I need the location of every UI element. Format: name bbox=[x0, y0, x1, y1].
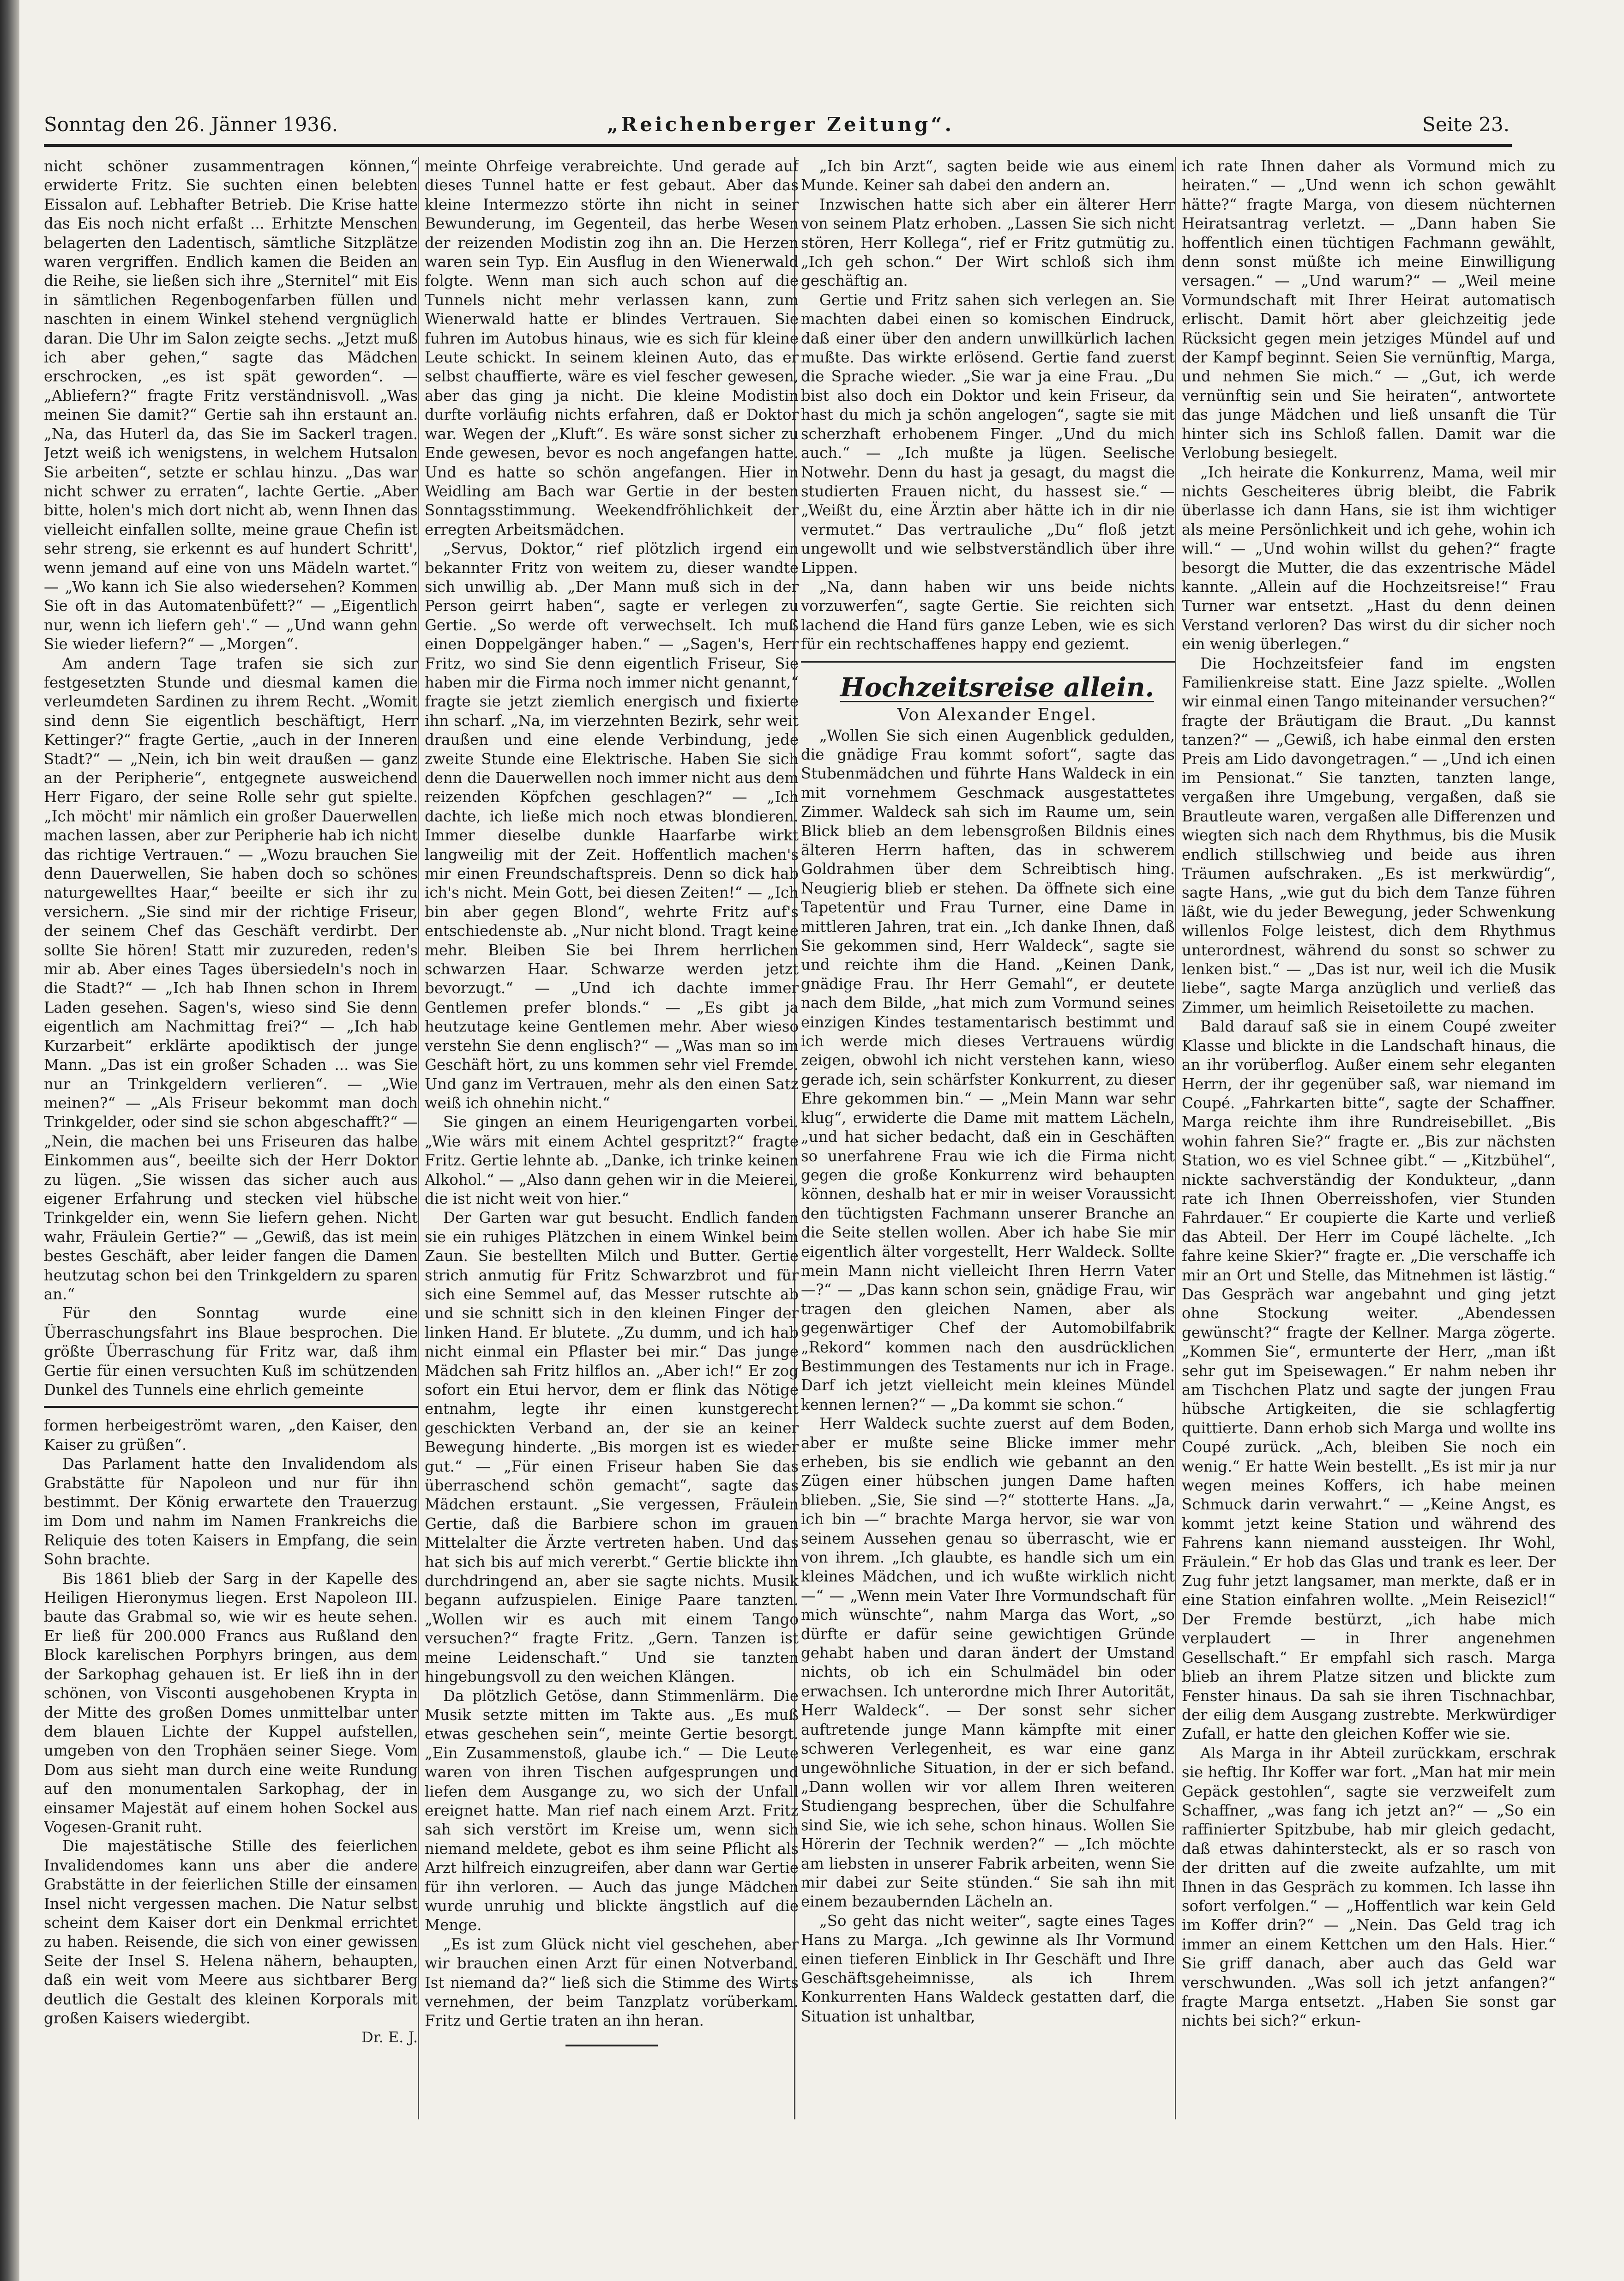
column-2 bbox=[425, 157, 799, 2124]
story-title: Hochzeitsreise allein. bbox=[840, 672, 1155, 703]
paragraph: „Ich bin Arzt“, sagten beide wie aus einem Munde. Keiner sah dabei den andern an. bbox=[801, 157, 1175, 194]
paragraph: Bald darauf saß sie in einem Coupé zweiter Klasse und blickte in die Landschaft hinaus, die an ihr vorüberflog. Außer einem sehr eleganten Herrn, der ihr gegenüber saß, war niemand im Coupé. „Fahrkarten bitte“, sagte der Schaffner. Marga reichte ihm ihre Rundreisebillet. „Bis wohin fahren Sie?“ fragte er. „Bis zur nächsten Station, wo es viel Schnee gibt.“ — „Kitzbühel“, nickte sachverständig der Kondukteur, „dann rate ich Ihnen Oberreisshofen, vier Stunden Fahrdauer.“ Er coupierte die Karte und verließ das Abteil. Der Herr im Coupé lächelte. „Ich fahre keine Skier?“ fragte er. „Die verschaffe ich mir an Ort und Stelle, das Mitnehmen ist lästig.“ Das Gespräch war angebahnt und ging jetzt ohne Stockung weiter. „Abendessen gewünscht?“ fragte der Kellner. Marga zögerte. „Kommen Sie“, ermunterte der Herr, „man ißt sehr gut im Speisewagen.“ Er nahm neben ihr am Tischchen Platz und sagte der jungen Frau hübsche Artigkeiten, die sie schlagfertig quittierte. Dann erhob sich Marga und wollte ins Coupé zurück. „Ach, bleiben Sie noch ein wenig.“ Er hatte Wein bestellt. „Es ist mir ja nur wegen meines Koffers, ich habe meinen Schmuck darin verwahrt.“ — „Keine Angst, es kommt jetzt keine Station und während des Fahrens kann niemand aussteigen. Ihr Wohl, Fräulein.“ Er hob das Glas und trank es leer. Der Zug fuhr jetzt langsamer, man merkte, daß er in eine Station einfahren wollte. „Mein Reisezicl!“ Der Fremde bestürzt, „ich habe mich verplaudert — in Ihrer angenehmen Gesellschaft.“ Er empfahl sich rasch. Marga blieb an ihrem Platze sitzen und blickte zum Fenster hinaus. Da sah sie ihren Tischnachbar, der eilig dem Ausgang zustrebte. Merkwürdiger Zufall, er hatte den gleichen Koffer wie sie. bbox=[1182, 1018, 1556, 1743]
paragraph: Herr Waldeck suchte zuerst auf dem Boden, aber er mußte seine Blicke immer mehr erheben, bis sie endlich wie gebannt an den Zügen einer hübschen jungen Dame haften blieben. „Sie, Sie sind —?“ stotterte Hans. „Ja, ich bin —“ brachte Marga hervor, sie war von seinem Aussehen genau so überrascht, wie er von ihrem. „Ich glaubte, es handle sich um ein kleines Mädchen, und ich wußte wirklich nicht —“ — „Wenn mein Vater Ihre Vormundschaft für mich wünschte“, nahm Marga das Wort, „so dürfte er dafür seine gewichtigen Gründe gehabt haben und daran ändert der Umstand nichts, ob ich ein Schulmädel bin oder erwachsen. Ich unterordne mich Ihrer Autorität, Herr Waldeck“. — Der sonst sehr sicher auftretende junge Mann kämpfte mit einer schweren Verlegenheit, es war eine ganz ungewöhnliche Situation, in der er sich befand. „Dann wollen wir vor allem Ihren weiteren Studiengang besprechen, über die Schulfahre sind Sie, wie ich sehe, schon hinaus. Wollen Sie Hörerin der Technik werden?“ — „Ich möchte am liebsten in unserer Fabrik arbeiten, wenn Sie mir dabei zur Seite stünden.“ Sie sah ihn mit einem bezaubernden Lächeln an. bbox=[801, 1415, 1175, 1911]
paragraph: „Es ist zum Glück nicht viel geschehen, aber wir brauchen einen Arzt für einen Notverband. Ist niemand da?“ ließ sich die Stimme des Wirts vernehmen, der beim Tanzplatz vorüberkam. Fritz und Gertie traten an ihn heran. bbox=[425, 1935, 799, 2030]
paragraph: Da plötzlich Getöse, dann Stimmenlärm. Die Musik setzte mitten im Takte aus. „Es muß etwas geschehen sein“, meinte Gertie besorgt. „Ein Zusammenstoß, glaube ich.“ — Die Leute waren von ihren Tischen aufgesprungen und liefen dem Ausgange zu, wo sich der Unfall ereignet hatte. Man rief nach einem Arzt. Fritz sah sich verstört im Kreise um, wenn sich niemand meldete, gebot es ihm seine Pflicht als Arzt hilfreich einzugreifen, aber dann war Gertie für ihn verloren. — Auch das junge Mädchen wurde unruhig und blickte ängstlich auf die Menge. bbox=[425, 1687, 799, 1934]
paragraph: Die Hochzeitsfeier fand im engsten Familienkreise statt. Eine Jazz spielte. „Wollen wir einmal einen Tango miteinander versuchen?“ fragte der Bräutigam die Braut. „Du kannst tanzen?“ — „Gewiß, ich habe einmal den ersten Preis am Lido davongetragen.“ — „Und ich einen im Pensionat.“ Sie tanzten, tanzten lange, vergaßen ihre Umgebung, vergaßen, daß sie Brautleute waren, vergaßen alle Differenzen und wiegten sich nach dem Rhythmus, bis die Musik endlich stillschwieg und beide aus ihren Träumen aufschraken. „Es ist merkwürdig“, sagte Hans, „wie gut du bich dem Tanze führen läßt, wie du jeder Bewegung, jeder Schwenkung willenlos Folge leistest, dich dem Rhythmus unterordnest, während du sonst so schwer zu lenken bist.“ — „Das ist nur, weil ich die Musik liebe“, sagte Marga anzüglich und verließ das Zimmer, um heimlich Reisetoilette zu machen. bbox=[1182, 654, 1556, 1016]
paragraph: Sie gingen an einem Heurigengarten vorbei. „Wie wärs mit einem Achtel gespritzt?“ fragte Fritz. Gertie lehnte ab. „Danke, ich trinke keinen Alkohol.“ — „Also dann gehen wir in die Meierei, die ist nicht weit von hier.“ bbox=[425, 1113, 799, 1207]
header-page-number: Seite 23. bbox=[1422, 113, 1510, 136]
header-date: Sonntag den 26. Jänner 1936. bbox=[44, 113, 338, 136]
author-signature: Dr. E. J. bbox=[361, 2028, 418, 2046]
paragraph: meinte Ohrfeige verabreichte. Und gerade auf dieses Tunnel hatte er fest gebaut. Aber das kleine Intermezzo störte ihn nicht in seiner Bewunderung, im Gegenteil, das herbe Wesen der reizenden Modistin zog ihn an. Die Herzen waren sein Typ. Ein Ausflug in den Wienerwald folgte. Wenn man sich auch schon auf die Tunnels nicht mehr verlassen kann, zum Wienerwald hatte er blindes Vertrauen. Sie fuhren im Autobus hinaus, wie es sich für kleine Leute schickt. In seinem kleinen Auto, das er selbst chauffierte, wäre es viel fescher gewesen, aber das ging ja nicht. Die kleine Modistin durfte vorläufig nichts erfahren, daß er Doktor war. Wegen der „Kluft“. Es wäre sonst sicher zu Ende gewesen, bevor es noch angefangen hatte. Und es hatte so schön angefangen. Hier in Weidling am Bach war Gertie in der besten Sonntagsstimmung. Weekendfröhlichkeit der erregten Arbeitsmädchen. bbox=[425, 157, 799, 538]
paragraph: ich rate Ihnen daher als Vormund mich zu heiraten.“ — „Und wenn ich schon gewählt hätte?“ fragte Marga, von diesem nüchternen Heiratsantrag verletzt. — „Dann haben Sie hoffentlich einen tüchtigen Fachmann gewählt, denn sonst müßte ich meine Einwilligung versagen.“ — „Und warum?“ — „Weil meine Vormundschaft mit Ihrer Heirat automatisch erlischt. Damit hört aber gleichzeitig jede Rücksicht gegen mein jetziges Mündel auf und der Kampf beginnt. Seien Sie vernünftig, Marga, und nehmen Sie mich.“ — „Gut, ich werde vernünftig sein und Sie heiraten“, antwortete das junge Mädchen und ließ unsanft die Tür hinter sich ins Schloß fallen. Damit war die Verlobung besiegelt. bbox=[1182, 157, 1556, 462]
paragraph: formen herbeigeströmt waren, „den Kaiser, den Kaiser zu grüßen“. bbox=[44, 1417, 418, 1454]
paragraph: Als Marga in ihr Abteil zurückkam, erschrak sie heftig. Ihr Koffer war fort. „Man hat mir mein Gepäck gestohlen“, sagte sie verzweifelt zum Schaffner, „was fang ich jetzt an?“ — „So ein raffinierter Spitzbube, hab mir gleich gedacht, daß etwas dahintersteckt, als er so rasch von der dritten auf die zweite aufzahlte, um mit Ihnen in das Gespräch zu kommen. Ich lasse ihn sofort verfolgen.“ — „Hoffentlich war kein Geld im Koffer drin?“ — „Nein. Das Geld trag ich immer an einem Kettchen um den Hals. Hier.“ Sie griff danach, aber auch das Geld war verschwunden. „Was soll ich jetzt anfangen?“ fragte Marga entsetzt. „Haben Sie sonst gar nichts bei sich?“ erkun- bbox=[1182, 1744, 1556, 2030]
paragraph: Inzwischen hatte sich aber ein älterer Herr von seinem Platz erhoben. „Lassen Sie sich nicht stören, Herr Kollega“, rief er Fritz gutmütig zu. „Ich geh schon.“ Der Wirt schloß sich ihm geschäftig an. bbox=[801, 195, 1175, 290]
header-newspaper-name: „Reichenberger Zeitung“. bbox=[607, 113, 955, 136]
paragraph: Gertie und Fritz sahen sich verlegen an. Sie machten dabei einen so komischen Eindruck, daß einer über den andern unwillkürlich lachen mußte. Das wirkte erlösend. Gertie fand zuerst die Sprache wieder. „Sie war ja eine Frau. „Du bist also doch ein Doktor und kein Friseur, da hast du mich ja schön angelogen“, sagte sie mit scherzhaft erhobenem Finger. „Und du mich auch.“ — „Ich mußte ja lügen. Seelische Notwehr. Denn du hast ja gesagt, du magst die studierten Frauen nicht, du hassest sie.“ — „Weißt du, eine Ärztin aber hätte ich in dir nie vermutet.“ Das vertrauliche „Du“ floß jetzt ungewollt und wie selbstverständlich über ihre Lippen. bbox=[801, 291, 1175, 577]
header-rule bbox=[44, 144, 1512, 147]
column-rule bbox=[1175, 157, 1176, 2119]
paragraph: „Wollen Sie sich einen Augenblick gedulden, die gnädige Frau kommt sofort“, sagte das Stubenmädchen und führte Hans Waldeck in ein mit vornehmem Geschmack ausgestattetes Zimmer. Waldeck sah sich im Raume um, sein Blick blieb an dem lebensgroßen Bildnis eines älteren Herrn haften, das in schwerem Goldrahmen über dem Schreibtisch hing. Neugierig blieb er stehen. Da öffnete sich eine Tapetentür und Frau Turner, eine Dame in mittleren Jahren, trat ein. „Ich danke Ihnen, daß Sie gekommen sind, Herr Waldeck“, sagte sie und reichte ihm die Hand. „Keinen Dank, gnädige Frau. Ihr Herr Gemahl“, er deutete nach dem Bilde, „hat mich zum Vormund seines einzigen Kindes testamentarisch bestimmt und ich werde mich dieses Vertrauens würdig zeigen, obwohl ich nicht verstehen kann, wieso gerade ich, sein schärfster Konkurrent, zu dieser Ehre gekommen bin.“ — „Mein Mann war sehr klug“, erwiderte die Dame mit mattem Lächeln, „und hat sicher bedacht, daß ein in Geschäften so unerfahrene Frau wie ich die Firma nicht gegen die große Konkurrenz wird behaupten können, deshalb hat er mir in weiser Voraussicht den tüchtigsten Fachmann unserer Branche an die Seite stellen wollen. Aber ich habe Sie mir eigentlich älter vorgestellt, Herr Waldeck. Sollte mein Mann nicht vielleicht Ihren Herrn Vater —?“ — „Das kann schon sein, gnädige Frau, wir tragen den gleichen Namen, aber als gegenwärtiger Chef der Automobilfabrik „Rekord“ kommen nach den ausdrücklichen Bestimmungen des Testaments nur ich in Frage. Darf ich jetzt vielleicht mein kleines Mündel kennen lernen?“ — „Da kommt sie schon.“ bbox=[801, 726, 1175, 1413]
column-3 bbox=[801, 157, 1175, 2124]
paragraph: Am andern Tage trafen sie sich zur festgesetzten Stunde und diesmal kamen die verleumdeten Sardinen zu ihrem Recht. „Womit sind denn Sie eigentlich beschäftigt, Herr Kettinger?“ fragte Gertie, „auch in der Inneren Stadt?“ — „Nein, ich bin weit draußen — ganz an der Peripherie“, entgegnete ausweichend Herr Figaro, der seine Rolle sehr gut spielte. „Ich möcht' mir nämlich ein großer Dauerwellen machen lassen, aber zur Peripherie hab ich nicht das richtige Vertrauen.“ — „Wozu brauchen Sie denn Dauerwellen, Sie haben doch so schönes naturgewelltes Haar,“ beeilte er sich ihr zu versichern. „Sie sind mir der richtige Friseur, der seinem Chef das Geschäft verdirbt. Der sollte Sie hören! Statt mir zuzureden, reden's mir ab. Aber eines Tages übersiedeln's noch in die Stadt?“ — „Ich hab Ihnen schon in Ihrem Laden gesehen. Sagen's, wieso sind Sie denn eigentlich am Nachmittag frei?“ — „Ich hab Kurzarbeit“ erklärte apodiktisch der junge Mann. „Das ist ein großer Schaden ... was Sie nur an Trinkgeldern verlieren“. — „Wie meinen?“ — „Als Friseur bekommt man doch Trinkgelder, oder sind sie schon abgeschafft?“ — „Nein, die machen bei uns Friseuren das halbe Einkommen aus“, beeilte sich der Herr Doktor zu lügen. „Sie wissen das sicher auch aus eigener Erfahrung und stecken viel hübsche Trinkgelder ein, wenn Sie liefern gehen. Nicht wahr, Fräulein Gertie?“ — „Gewiß, das ist mein bestes Geschäft, aber leider fangen die Damen heutzutag schon bei den Trinkgeldern zu sparen an.“ bbox=[44, 654, 418, 1303]
scan-edge bbox=[0, 0, 19, 2281]
article-separator bbox=[801, 661, 1175, 663]
paragraph: Bis 1861 blieb der Sarg in der Kapelle des Heiligen Hieronymus liegen. Erst Napoleon III. baute das Grabmal so, wie wir es heute sehen. Er ließ für 200.000 Francs aus Rußland den Block karelischen Porphyrs bringen, aus dem der Sarkophag gehauen ist. Er ließ ihn in der schönen, von Visconti ausgehobenen Krypta in der Mitte des großen Domes unmittelbar unter dem blauen Lichte der Kuppel aufstellen, umgeben von den Trophäen seiner Siege. Vom Dom aus sieht man durch eine weite Rundung auf den monumentalen Sarkophag, der in einsamer Majestät auf einem hohen Sockel aus Vogesen-Granit ruht. bbox=[44, 1569, 418, 1836]
paragraph: Die majestätische Stille des feierlichen Invalidendomes kann uns aber die andere Grabstätte in der feierlichen Stille der einsamen Insel nicht vergessen machen. Die Natur selbst scheint dem Kaiser dort ein Denkmal errichtet zu haben. Reisende, die sich von einer gewissen Seite der Insel S. Helena nähern, behaupten, daß ein weit vom Meere aus sichtbarer Berg deutlich die Gestalt des kleinen Korporals mit großen Kaisers wiedergibt. bbox=[44, 1837, 418, 2027]
paragraph: „So geht das nicht weiter“, sagte eines Tages Hans zu Marga. „Ich gewinne als Ihr Vormund einen tieferen Einblick in Ihr Geschäft und Ihre Geschäftsgeheimnisse, als ich Ihrem Konkurrenten Hans Waldeck gestatten darf, die Situation ist unhaltbar, bbox=[801, 1912, 1175, 2025]
column-rule bbox=[418, 157, 419, 2119]
paragraph: Das Parlament hatte den Invalidendom als Grabstätte für Napoleon und nur für ihn bestimmt. Der König erwartete den Trauerzug im Dom und nahm im Namen Frankreichs die Reliquie des toten Kaisers in Empfang, die sein Sohn brachte. bbox=[44, 1455, 418, 1569]
column-4 bbox=[1182, 157, 1556, 2124]
story-end-rule bbox=[565, 2045, 658, 2046]
story-author: Von Alexander Engel. bbox=[897, 705, 1097, 724]
paragraph: Der Garten war gut besucht. Endlich fanden sie ein ruhiges Plätzchen in einem Winkel beim Zaun. Sie bestellten Milch und Butter. Gertie strich anmutig für Fritz Schwarzbrot und für sich eine Semmel auf, das Messer rutschte ab und sie schnitt sich in den kleinen Finger der linken Hand. Er blutete. „Zu dumm, und ich hab nicht einmal ein Pflaster bei mir.“ Das junge Mädchen sah Fritz hilflos an. „Aber ich!“ Er zog sofort ein Etui hervor, dem er flink das Nötige entnahm, legte ihr einen kunstgerecht geschickten Verband an, der sie an keiner Bewegung hinderte. „Bis morgen ist es wieder gut.“ — „Für einen Friseur haben Sie das überraschend schön gemacht“, sagte das Mädchen erstaunt. „Sie vergessen, Fräulein Gertie, daß die Barbiere schon im grauen Mittelalter die Ärzte vertreten haben. Und das hat sich bis auf mich vererbt.“ Gertie blickte ihn durchdringend an, aber sie sagte nichts. Musik begann aufzuspielen. Einige Paare tanzten. „Wollen wir es auch mit einem Tango versuchen?“ fragte Fritz. „Gern. Tanzen ist meine Leidenschaft.“ Und sie tanzten hingebungsvoll zu den weichen Klängen. bbox=[425, 1209, 799, 1686]
paragraph: „Ich heirate die Konkurrenz, Mama, weil mir nichts Gescheiteres übrig bleibt, die Fabrik überlasse ich dann Hans, sie ist ihm wichtiger als meine Persönlichkeit und ich gehe, wohin ich will.“ — „Und wohin willst du gehen?“ fragte besorgt die Mutter, die das exzentrische Mädel kannte. „Allein auf die Hochzeitsreise!“ Frau Turner war entsetzt. „Hast du denn deinen Verstand verloren? Das wirst du dir sicher noch ein wenig überlegen.“ bbox=[1182, 463, 1556, 653]
paragraph: Für den Sonntag wurde eine Überraschungsfahrt ins Blaue besprochen. Die größte Überraschung für Fritz war, daß ihm Gertie für einen versuchten Kuß im schützenden Dunkel des Tunnels eine ehrlich gemeinte bbox=[44, 1304, 418, 1399]
paragraph: „Servus, Doktor,“ rief plötzlich irgend ein bekannter Fritz von weitem zu, dieser wandte sich unwillig ab. „Der Mann muß sich in der Person geirrt haben“, sagte er verlegen zu Gertie. „So werde oft verwechselt. Ich muß einen Doppelgänger haben.“ — „Sagen's, Herr Fritz, wo sind Sie denn eigentlich Friseur, Sie haben mir die Firma noch immer nicht genannt,“ fragte sie jetzt ziemlich energisch und fixierte ihn scharf. „Na, im vierzehnten Bezirk, sehr weit draußen und eine elende Verbindung, jede zweite Stunde eine Elektrische. Haben Sie sich denn die Dauerwellen noch immer nicht aus dem reizenden Köpfchen geschlagen?“ — „Ich dachte, ich ließe mich noch etwas blondieren. Immer dieselbe dunkle Haarfarbe wirkt langweilig mit der Zeit. Hoffentlich machen's mir einen Freundschaftspreis. Denn so dick hab ich's nicht. Mein Gott, bei diesen Zeiten!“ — „Ich bin aber gegen Blond“, wehrte Fritz auf's entschiedenste ab. „Nur nicht blond. Tragt keine mehr. Bleiben Sie bei Ihrem herrlichen schwarzen Haar. Schwarze werden jetzt bevorzugt.“ — „Und ich dachte immer Gentlemen prefer blonds.“ — „Es gibt ja heutzutage keine Gentlemen mehr. Aber wieso verstehn Sie denn englisch?“ — „Was man so im Geschäft hört, zu uns kommen sehr viel Fremde. Und ganz im Vertrauen, mehr als den einen Satz weiß ich ohnehin nicht.“ bbox=[425, 540, 799, 1112]
article-separator bbox=[44, 1406, 418, 1408]
column-1 bbox=[44, 157, 418, 2124]
paragraph: „Na, dann haben wir uns beide nichts vorzuwerfen“, sagte Gertie. Sie reichten sich lachend die Hand fürs ganze Leben, wie es sich für ein rechtschaffenes happy end geziemt. bbox=[801, 578, 1175, 653]
paragraph: nicht schöner zusammentragen können,“ erwiderte Fritz. Sie suchten einen belebten Eissalon auf. Lebhafter Betrieb. Die Krise hatte das Eis noch nicht erfaßt ... Erhitzte Menschen belagerten den Ladentisch, sämtliche Sitzplätze waren vergriffen. Endlich kamen die Beiden an die Reihe, sie ließen sich ihre „Sternitel“ mit Eis in sämtlichen Regenbogenfarben füllen und naschten in einem Winkel stehend vergnüglich daran. Die Uhr im Salon zeigte sechs. „Jetzt muß ich aber gehen,“ sagte das Mädchen erschrocken, „es ist spät geworden“. — „Abliefern?“ fragte Fritz verständnisvoll. „Was meinen Sie damit?“ Gertie sah ihn erstaunt an. „Na, das Huterl da, das Sie im Sackerl tragen. Jetzt weiß ich wenigstens, in welchem Hutsalon Sie arbeiten“, setzte er schlau hinzu. „Das war nicht schwer zu erraten“, lachte Gertie. „Aber bitte, holen's mich dort nicht ab, wenn Ihnen das vielleicht einfallen sollte, meine graue Chefin ist sehr streng, sie erkennt es auf hundert Schritt', wenn jemand auf eine von uns Mädeln wartet.“ — „Wo kann ich Sie also wiedersehen? Kommen Sie oft in das Automatenbüfett?“ — „Eigentlich nur, wenn ich liefern geh'.“ — „Und wann gehn Sie wieder liefern?“ — „Morgen“. bbox=[44, 157, 418, 653]
page-header bbox=[44, 109, 1510, 141]
